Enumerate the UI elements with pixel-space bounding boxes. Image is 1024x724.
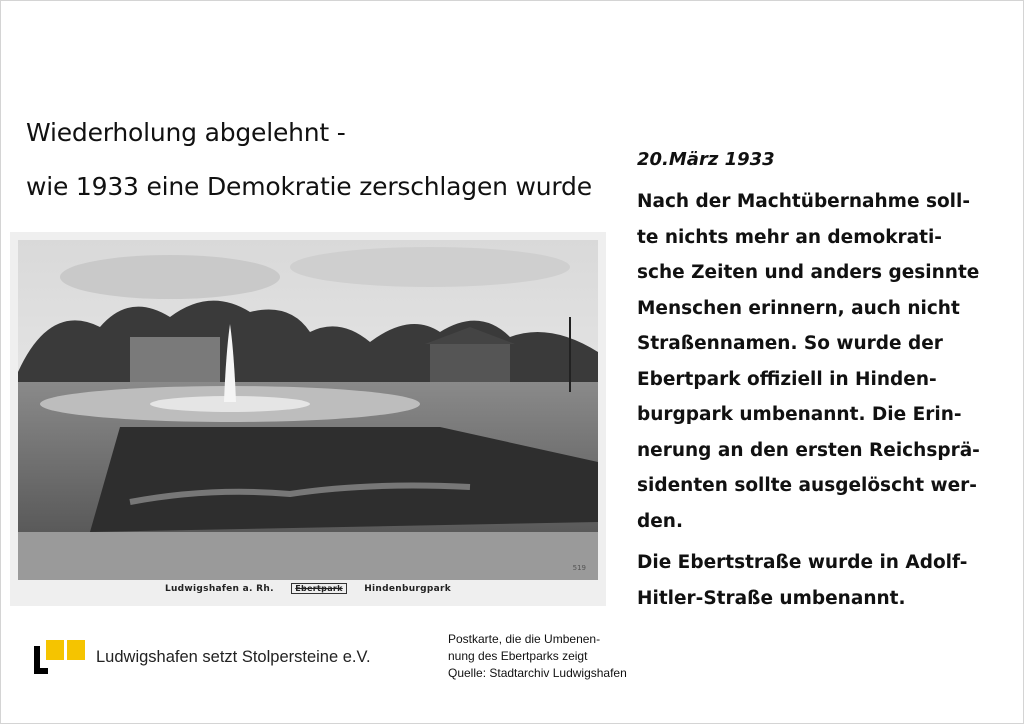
text-line: Nach der Machtübernahme soll-	[637, 191, 971, 212]
credit-line: Quelle: Stadtarchiv Ludwigshafen	[448, 666, 627, 680]
text-line: Menschen erinnern, auch nicht	[637, 297, 960, 319]
article-paragraph-2	[637, 545, 977, 616]
cloud	[290, 247, 570, 287]
text-line: burgpark umbenannt. Die Erin-	[637, 404, 962, 425]
text-line: Hitler-Straße umbenannt.	[637, 587, 906, 609]
text-line: te nichts mehr an demokrati-	[637, 226, 942, 248]
caption-city: Ludwigshafen a. Rh.	[164, 584, 274, 594]
organization-name: Ludwigshafen setzt Stolpersteine e.V.	[96, 648, 371, 666]
logo-letter-icon	[34, 646, 54, 674]
title-line-2: wie 1933 eine Demokratie zerschlagen wurde	[26, 172, 592, 201]
text-line: sche Zeiten und anders gesinnte	[637, 262, 980, 283]
postcard-caption	[10, 583, 606, 594]
caption-park: Hindenburgpark	[364, 584, 452, 594]
park-illustration	[10, 232, 606, 606]
article-date: 20.März 1933	[637, 149, 775, 170]
text-line: sidenten sollte ausgelöscht wer-	[637, 475, 977, 496]
text-line: nerung an den ersten Reichsprä-	[637, 439, 980, 461]
postcard-number: 519	[572, 564, 586, 572]
title-line-1: Wiederholung abgelehnt -	[26, 118, 346, 147]
text-line: den.	[637, 510, 683, 532]
building	[430, 342, 510, 382]
text-line: Ebertpark offiziell in Hinden-	[637, 368, 937, 390]
logo-square-icon	[67, 640, 85, 660]
cloud	[60, 255, 280, 299]
credit-line: nung des Ebertparks zeigt	[448, 649, 588, 663]
caption-struck-name: Ebertpark	[291, 583, 346, 594]
foreground-path	[18, 532, 598, 580]
text-line: Die Ebertstraße wurde in Adolf-	[637, 552, 968, 573]
article-paragraph-1	[637, 184, 980, 539]
credit-line: Postkarte, die die Umbenen-	[448, 632, 601, 646]
image-credit	[448, 631, 627, 682]
postcard-photo	[10, 232, 606, 606]
pavilion	[130, 337, 220, 382]
text-line: Straßennamen. So wurde der	[637, 333, 943, 354]
